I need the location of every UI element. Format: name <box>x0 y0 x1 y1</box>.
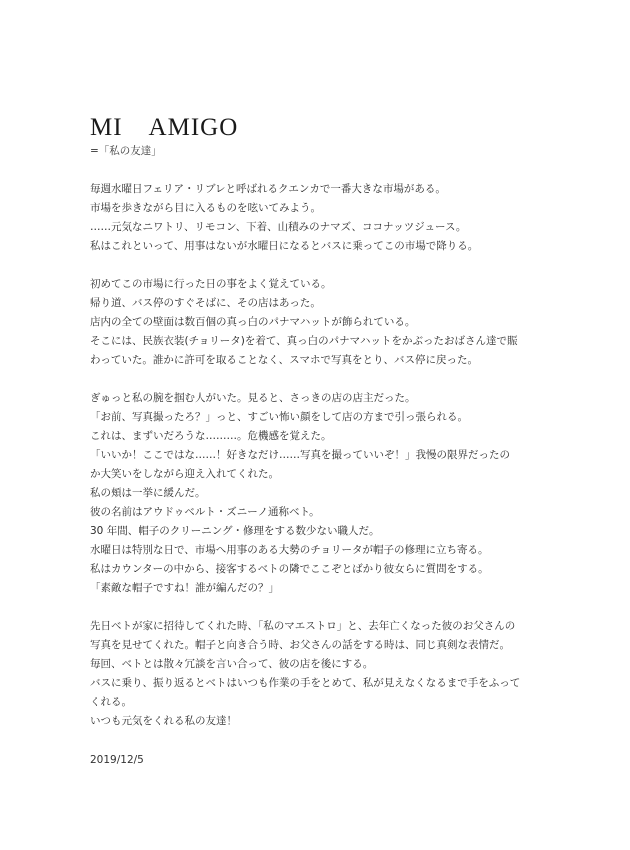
text-line: 「いいか！ここではな……！好きなだけ……写真を撮っていいぞ！」我慢の限界だったの <box>90 449 510 461</box>
text-line: 私の頬は一挙に緩んだ。 <box>90 487 206 499</box>
text-line: 市場を歩きながら目に入るものを呟いてみよう。 <box>90 202 321 214</box>
text-line: 毎回、ベトとは散々冗談を言い合って、彼の店を後にする。 <box>90 658 374 670</box>
text-line: バスに乗り、振り返るとベトはいつも作業の手をとめて、私が見えなくなるまで手をふって <box>90 677 521 689</box>
text-line: 初めてこの市場に行った日の事をよく覚えている。 <box>90 278 332 290</box>
text-line: 水曜日は特別な日で、市場へ用事のある大勢のチョリータが帽子の修理に立ち寄る。 <box>90 544 489 556</box>
date-stamp: 2019/12/5 <box>90 754 144 766</box>
text-line: 写真を見せてくれた。帽子と向き合う時、お父さんの話をする時は、同じ真剣な表情だ。 <box>90 639 510 651</box>
text-line: 私はカウンターの中から、接客するベトの隣でここぞとばかり彼女らに質問をする。 <box>90 563 489 575</box>
text-line: いつも元気をくれる私の友達！ <box>90 715 237 727</box>
text-line: 店内の全ての壁面は数百個の真っ白のパナマハットが飾られている。 <box>90 316 416 328</box>
text-line: か大笑いをしながら迎え入れてくれた。 <box>90 468 279 480</box>
text-line: ぎゅっと私の腕を掴む人がいた。見ると、さっきの店の店主だった。 <box>90 392 416 404</box>
text-line: 彼の名前はアウドゥベルト・ズニーノ通称ベト。 <box>90 506 320 518</box>
text-line: 「お前、写真撮ったろ？」っと、すごい怖い顔をして店の方まで引っ張られる。 <box>90 411 468 423</box>
text-line: 先日ベトが家に招待してくれた時、「私のマエストロ」と、去年亡くなった彼のお父さんの <box>90 620 516 632</box>
text-line: 私はこれといって、用事はないが水曜日になるとバスに乗ってこの市場で降りる。 <box>90 240 479 252</box>
essay-body <box>90 180 560 750</box>
text-line: くれる。 <box>90 696 132 708</box>
text-line: わっていた。誰かに許可を取ることなく、スマホで写真をとり、バス停に戻った。 <box>90 354 478 366</box>
text-line: これは、まずいだろうな………。危機感を覚えた。 <box>90 430 332 442</box>
text-line: 帰り道、バス停のすぐそばに、その店はあった。 <box>90 297 321 309</box>
text-line: 毎週水曜日フェリア・リブレと呼ばれるクエンカで一番大きな市場がある。 <box>90 183 446 195</box>
text-line: ……元気なニワトリ、リモコン、下着、山積みのナマズ、ココナッツジュース。 <box>90 221 467 233</box>
page-title: MI AMIGO <box>90 114 239 141</box>
text-line: 30 年間、帽子のクリーニング・修理をする数少ない職人だ。 <box>90 525 380 537</box>
paragraph <box>90 617 560 731</box>
paragraph <box>90 275 560 370</box>
page-subtitle: =「私の友達」 <box>90 145 162 157</box>
text-line: 「素敵な帽子ですね！誰が編んだの？」 <box>90 582 279 594</box>
paragraph <box>90 389 560 598</box>
text-line: そこには、民族衣装(チョリータ)を着て、真っ白のパナマハットをかぶったおばさん達で賑 <box>90 335 518 347</box>
paragraph <box>90 180 560 256</box>
